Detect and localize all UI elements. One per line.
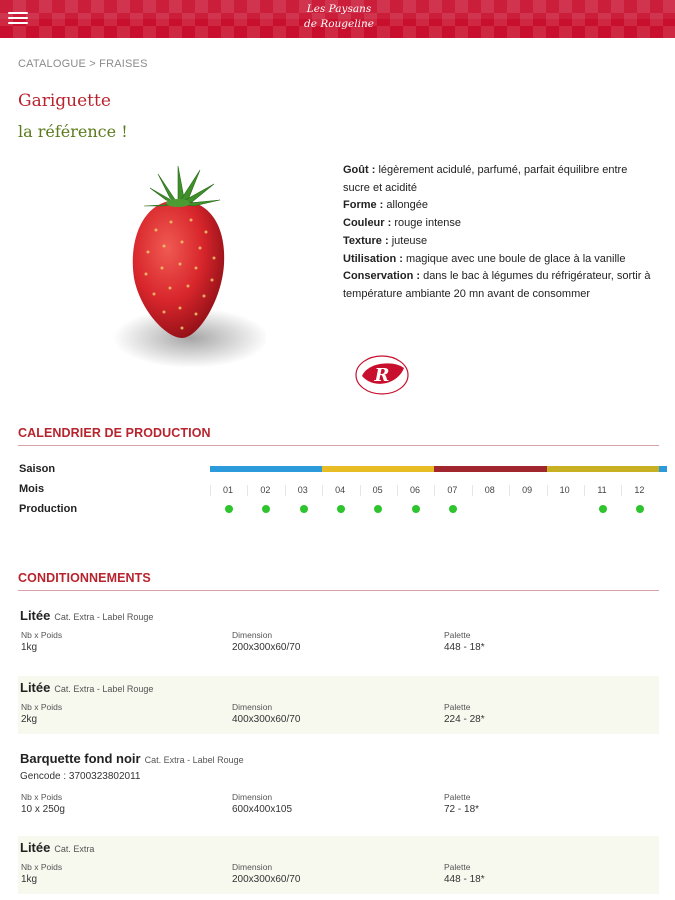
dimension-value: 400x300x60/70 [232,714,301,725]
season-bar-segment [322,466,360,472]
packaging-gencode: Gencode : 3700323802011 [20,771,141,782]
season-bar-segment [434,466,472,472]
production-dot [300,505,308,513]
production-dot [225,505,233,513]
month-cell: 08 [472,482,508,499]
month-cell: 03 [285,482,321,499]
production-dot [449,505,457,513]
packaging-name: Litée [20,840,51,855]
season-bar-segment [659,466,667,472]
dimension-label: Dimension [232,792,273,802]
nb-weight-value: 1kg [21,642,38,653]
svg-text:R: R [374,365,390,386]
month-cell: 05 [360,482,396,499]
packaging-divider [18,590,659,591]
pallet-value: 72 - 18* [444,804,480,815]
packaging-item-heading [20,608,153,623]
month-cell: 06 [397,482,433,499]
pallet-value: 448 - 18* [444,874,485,885]
month-cell: 10 [547,482,583,499]
dimension-label: Dimension [232,702,273,712]
detail-color: Couleur : rouge intense [343,217,461,230]
pallet-label: Palette [444,630,471,640]
nb-weight-value: 10 x 250g [21,804,65,815]
hamburger-menu-icon[interactable] [8,9,28,27]
product-description [343,162,653,304]
month-row-label: Mois [19,483,45,495]
month-cell: 07 [434,482,470,499]
season-bar-segment [509,466,547,472]
detail-storage: Conservation : dans le bac à légumes du réfrigérateur, sortir à température ambiante 20 mn avant de consommer [343,270,651,300]
logo-line-2: de Rougeline [304,18,374,30]
month-cell: 11 [584,482,620,499]
app-header [0,0,675,38]
nb-weight-label: Nb x Poids [21,792,63,802]
nb-weight-label: Nb x Poids [21,862,63,872]
month-cell: 09 [509,482,545,499]
production-dot [412,505,420,513]
month-cell: 01 [210,482,246,499]
production-dot [636,505,644,513]
season-bar-segment [247,466,285,472]
pallet-value: 224 - 28* [444,714,485,725]
month-cell: 12 [621,482,657,499]
detail-usage: Utilisation : magique avec une boule de glace à la vanille [343,252,626,265]
breadcrumb[interactable]: CATALOGUE > FRAISES [18,58,148,70]
packaging-item [18,676,659,734]
packaging-category: Cat. Extra [54,844,95,854]
detail-shape: Forme : allongée [343,199,428,212]
production-dot [599,505,607,513]
packaging-item [18,747,659,825]
calendar-divider [18,445,659,446]
calendar-section-title: CALENDRIER DE PRODUCTION [18,426,211,440]
pallet-label: Palette [444,702,471,712]
packaging-category: Cat. Extra - Label Rouge [144,755,244,765]
nb-weight-value: 2kg [21,714,38,725]
packaging-item [18,836,659,894]
season-bar-segment [210,466,248,472]
packaging-name: Barquette fond noir [20,751,141,766]
season-bar-segment [547,466,585,472]
season-bar-segment [360,466,398,472]
production-dot [337,505,345,513]
pallet-label: Palette [444,792,471,802]
dimension-value: 200x300x60/70 [232,642,301,653]
label-rouge-icon [354,354,410,396]
season-bar-segment [397,466,435,472]
logo-line-1: Les Paysans [306,3,372,15]
nb-weight-value: 1kg [21,874,38,885]
pallet-value: 448 - 18* [444,642,485,653]
dimension-label: Dimension [232,630,273,640]
season-bar-segment [621,466,659,472]
production-dot [374,505,382,513]
packaging-section-title: CONDITIONNEMENTS [18,571,151,585]
dimension-value: 600x400x105 [232,804,293,815]
strawberry-image [96,160,266,380]
production-dot [262,505,270,513]
packaging-category: Cat. Extra - Label Rouge [54,684,154,694]
packaging-item-heading [20,680,153,695]
dimension-value: 200x300x60/70 [232,874,301,885]
season-row-label: Saison [19,463,56,475]
pallet-label: Palette [444,862,471,872]
packaging-category: Cat. Extra - Label Rouge [54,612,154,622]
product-name: Gariguette [18,91,111,111]
nb-weight-label: Nb x Poids [21,630,63,640]
packaging-item [18,604,659,664]
dimension-label: Dimension [232,862,273,872]
packaging-name: Litée [20,680,51,695]
packaging-name: Litée [20,608,51,623]
packaging-item-heading [20,751,244,766]
nb-weight-label: Nb x Poids [21,702,63,712]
product-tagline: la référence ! [18,122,128,141]
month-cell: 04 [322,482,358,499]
brand-logo[interactable] [280,2,398,36]
season-bar-segment [584,466,622,472]
month-cell: 02 [247,482,283,499]
production-row-label: Production [19,503,78,515]
season-bar-segment [285,466,323,472]
detail-taste: Goût : légèrement acidulé, parfumé, parfait équilibre entre sucre et acidité [343,164,628,194]
packaging-item-heading [20,840,94,855]
season-bar-segment [472,466,510,472]
detail-texture: Texture : juteuse [343,234,428,247]
